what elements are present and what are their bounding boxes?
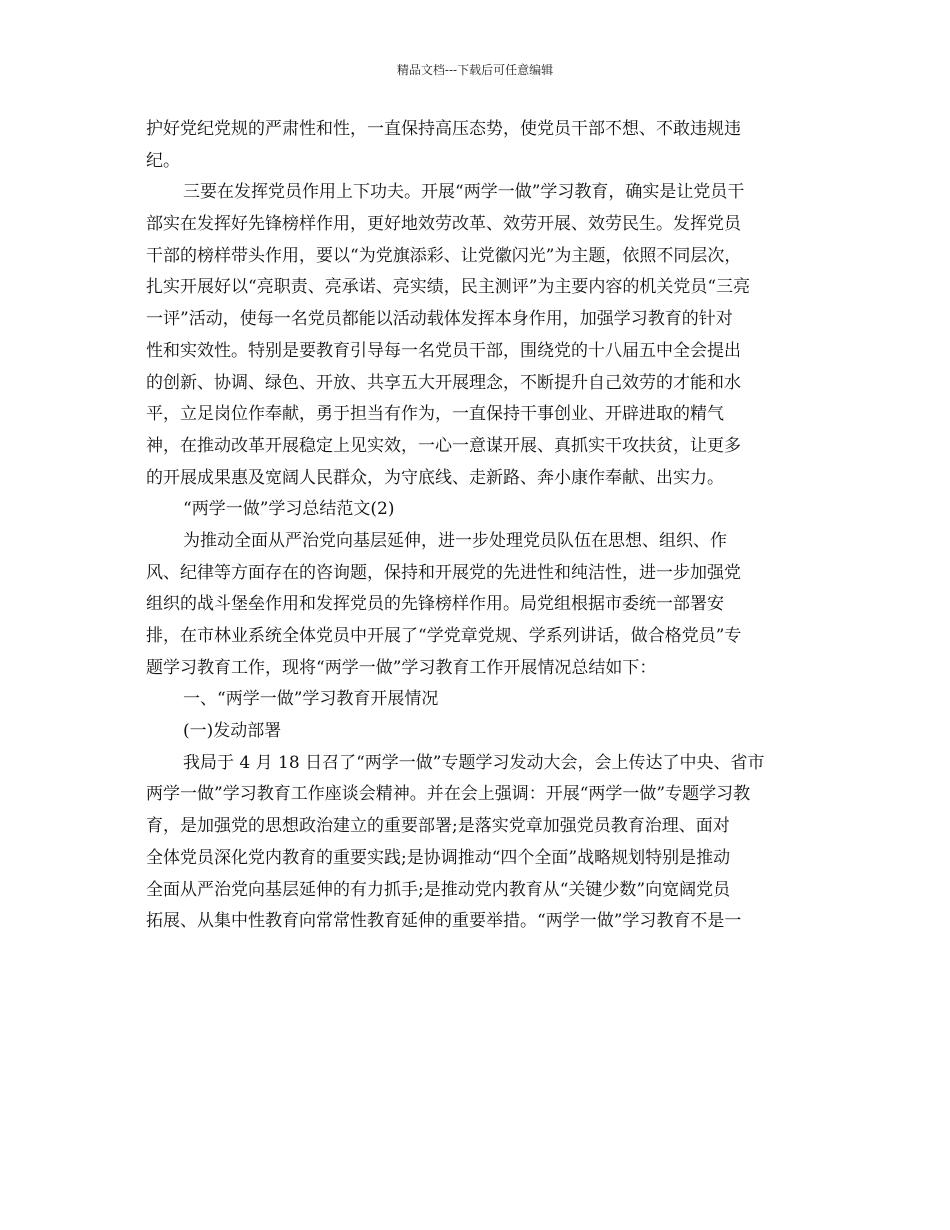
text-line: 风、纪律等方面存在的咨询题，保持和开展党的先进性和纯洁性，进一步加强党 xyxy=(146,562,741,583)
text-line: 全体党员深化党内教育的重要实践;是协调推动“四个全面”战略规划特别是推动 xyxy=(146,847,731,868)
text-line: 扎实开展好以“亮职责、亮承诺、亮实绩，民主测评”为主要内容的机关党员“三亮 xyxy=(146,277,751,298)
text-line: 育，是加强党的思想政治建立的重要部署;是落实党章加强党员教育治理、面对 xyxy=(146,816,730,837)
text-line: 神，在推动改革开展稳定上见实效，一心一意谋开展、真抓实干攻扶贫，让更多 xyxy=(146,435,741,456)
text-line: (一)发动部署 xyxy=(183,721,282,742)
text-line: 为推动全面从严治党向基层延伸，进一步处理党员队伍在思想、组织、作 xyxy=(183,530,727,551)
text-line: 纪。 xyxy=(146,150,180,171)
text-line: 排，在市林业系统全体党员中开展了“学党章党规、学系列讲话，做合格党员”专 xyxy=(146,626,742,646)
text-line: 平，立足岗位作奉献，勇于担当有作为，一直保持干事创业、开辟进取的精气 xyxy=(146,404,724,425)
page-header: 精品文档---下载后可任意编辑 xyxy=(396,63,554,77)
text-line: 我局于 4 月 18 日召了“两学一做”专题学习发动大会，会上传达了中央、省市 xyxy=(183,752,765,773)
text-line: 题学习教育工作，现将“两学一做”学习教育工作开展情况总结如下： xyxy=(146,657,657,678)
text-line: 护好党纪党规的严肃性和性，一直保持高压态势，使党员干部不想、不敢违规违 xyxy=(146,119,741,139)
text-line: 组织的战斗堡垒作用和发挥党员的先锋榜样作用。局党组根据市委统一部署安 xyxy=(146,594,724,615)
text-line: 的开展成果惠及宽阔人民群众，为守底线、走新路、奔小康作奉献、出实力。 xyxy=(146,467,724,488)
text-line: 三要在发挥党员作用上下功夫。开展“两学一做”学习教育，确实是让党员干 xyxy=(183,182,745,203)
text-line: 干部的榜样带头作用，要以“为党旗添彩、让党徽闪光”为主题，依照不同层次， xyxy=(146,245,742,266)
text-line: 一、“两学一做”学习教育开展情况 xyxy=(183,689,439,710)
text-line: 的创新、协调、绿色、开放、共享五大开展理念，不断提升自己效劳的才能和水 xyxy=(146,372,741,393)
text-line: “两学一做”学习总结范文(2) xyxy=(183,499,395,520)
text-line: 性和实效性。特别是要教育引导每一名党员干部，围绕党的十八届五中全会提出 xyxy=(146,340,741,361)
text-line: 两学一做”学习教育工作座谈会精神。并在会上强调：开展“两学一做”专题学习教 xyxy=(146,784,751,805)
text-line: 部实在发挥好先锋榜样作用，更好地效劳改革、效劳开展、效劳民生。发挥党员 xyxy=(146,214,741,235)
document-body xyxy=(146,114,810,938)
text-line: 全面从严治党向基层延伸的有力抓手;是推动党内教育从“关键少数”向宽阔党员 xyxy=(146,879,731,900)
text-line: 拓展、从集中性教育向常常性教育延伸的重要举措。“两学一做”学习教育不是一 xyxy=(146,911,742,932)
text-line: 一评”活动，使每一名党员都能以活动载体发挥本身作用，加强学习教育的针对 xyxy=(146,309,733,330)
